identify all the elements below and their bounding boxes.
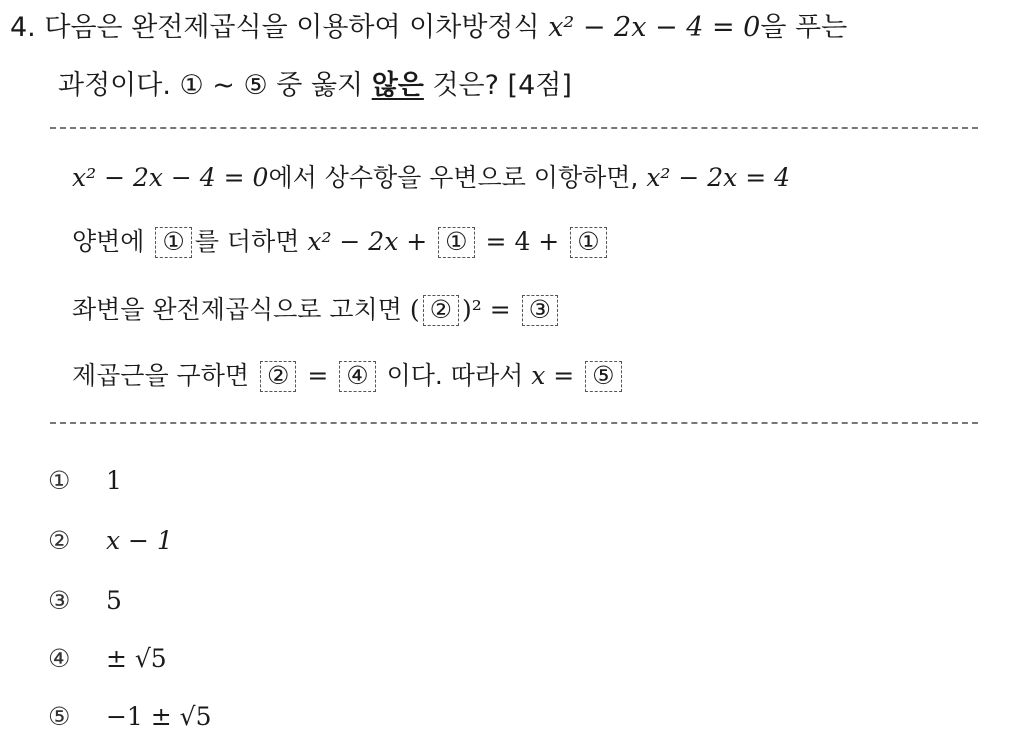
choice-3-value: 5 xyxy=(105,586,122,615)
box-row-2 xyxy=(72,222,610,258)
row4-equation: x = xyxy=(531,361,575,390)
box-bottom-divider xyxy=(50,422,978,424)
question-text: 다음은 완전제곱식을 이용하여 이차방정식 xyxy=(44,12,540,43)
question-line-2 xyxy=(58,68,572,103)
blank-4: ④ xyxy=(339,361,375,392)
choice-2[interactable] xyxy=(48,526,173,555)
row2-equation: x² − 2x + xyxy=(307,227,428,256)
choice-4-number: ④ xyxy=(48,644,71,673)
blank-1-repeat-2: ① xyxy=(570,227,606,258)
row3-open-paren: ( xyxy=(409,295,420,324)
question-emphasis: 않은 xyxy=(371,70,424,101)
box-row-3 xyxy=(72,290,561,326)
box-top-divider xyxy=(50,127,978,129)
question-text-end: 을 푸는 xyxy=(760,12,848,43)
row3-text: 좌변을 완전제곱식으로 고치면 xyxy=(72,295,402,324)
row4-equals: = xyxy=(307,361,329,390)
choice-5-value: −1 ± √5 xyxy=(105,702,212,731)
choice-5-number: ⑤ xyxy=(48,702,71,731)
question-number: 4. xyxy=(10,12,36,43)
question-equation: x² − 2x − 4 = 0 xyxy=(548,12,761,43)
choice-1[interactable] xyxy=(48,466,122,495)
choice-4-value: ± √5 xyxy=(105,644,167,673)
choice-3-number: ③ xyxy=(48,586,71,615)
row2-equation-2: = 4 + xyxy=(485,227,560,256)
choice-2-number: ② xyxy=(48,526,71,555)
blank-2: ② xyxy=(423,295,459,326)
choice-1-number: ① xyxy=(48,466,71,495)
question-line-1 xyxy=(10,10,847,45)
blank-1-repeat: ① xyxy=(438,227,474,258)
blank-5: ⑤ xyxy=(585,361,621,392)
row4-text-a: 제곱근을 구하면 xyxy=(72,361,249,390)
row4-text-b: 이다. 따라서 xyxy=(386,361,524,390)
row2-text-a: 양변에 xyxy=(72,227,145,256)
choice-5[interactable] xyxy=(48,702,211,731)
choice-4[interactable] xyxy=(48,644,167,673)
blank-2-repeat: ② xyxy=(260,361,296,392)
row2-text-b: 를 더하면 xyxy=(194,227,300,256)
row1-equation-2: x² − 2x = 4 xyxy=(646,163,791,192)
box-row-1 xyxy=(72,158,790,194)
row1-text: 에서 상수항을 우변으로 이항하면, xyxy=(268,163,639,192)
blank-1: ① xyxy=(155,227,191,258)
choice-1-value: 1 xyxy=(105,466,122,495)
box-row-4 xyxy=(72,356,625,392)
blank-3: ③ xyxy=(522,295,558,326)
row1-equation: x² − 2x − 4 = 0 xyxy=(72,163,269,192)
row3-equation: )² = xyxy=(462,295,511,324)
choice-2-value: x − 1 xyxy=(105,526,173,555)
question-text-2a: 과정이다. ① ~ ⑤ 중 옳지 xyxy=(58,70,364,101)
choice-3[interactable] xyxy=(48,586,122,615)
question-text-2b: 것은? [4점] xyxy=(432,70,572,101)
